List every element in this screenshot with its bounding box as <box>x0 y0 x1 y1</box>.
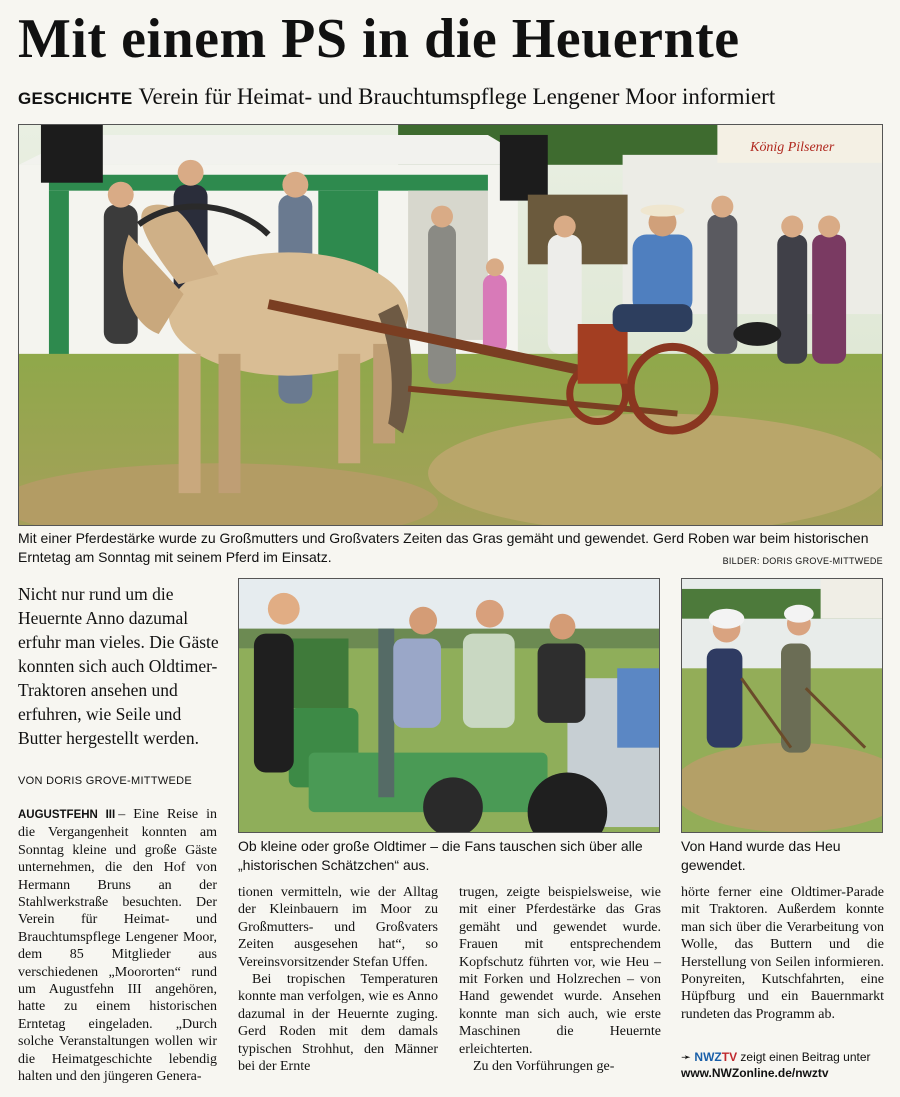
section-kicker: GESCHICHTE <box>18 89 133 108</box>
article-column-1 <box>18 806 217 1086</box>
tv-promo <box>681 1049 884 1081</box>
hay-raking-photo <box>681 578 883 833</box>
tractor-illustration <box>239 579 659 832</box>
column-4-text: hörte ferner eine Oldtimer-Parade mit Traktoren. Außerdem konnte man sich über die Verarbeitung von Wolle, das Buttern und die Herstellung von Seilen informieren. Ponyreiten, Kutschfahrten, eine Hüpfburg und ein Bauernmarkt rundeten das Programm ab. <box>681 885 884 1022</box>
subheadline <box>18 82 888 115</box>
dateline: AUGUSTFEHN III <box>18 809 116 821</box>
main-photo-caption: Mit einer Pferdestärke wurde zu Großmutters und Großvaters Zeiten das Gras gemäht und gewendet. Gerd Roben war beim historischen Erntetag am Sonntag mit seinem Pferd im Einsatz. <box>18 530 869 565</box>
column-1-text: – Eine Reise in die Vergangenheit konnten am Sonntag kleine und große Gäste unternehmen, die den Hof von Hermann Bruns an der Stahlwerkstraße besuchten. Der Verein für Heimat- und Brauchtumspflege Lengener Moor, dem 85 Mitglieder aus verschiedenen „Moororten“ rund um Augustfehn III angehören, hatte zu einem historischen Erntetag eingeladen. „Durch solche Veranstaltungen wollen wir die Heimatgeschichte lebendig halten und den jüngeren Genera- <box>18 807 218 1085</box>
deck: Verein für Heimat- und Brauchtumspflege Lengener Moor informiert <box>138 84 776 109</box>
article-column-3 <box>459 884 661 1075</box>
promo-url-link[interactable]: www.NWZonline.de/nwztv <box>681 1066 829 1080</box>
hay-raking-photo-caption: Von Hand wurde das Heu gewendet. <box>681 838 841 873</box>
tractor-photo-caption: Ob kleine oder große Oldtimer – die Fans tauschen sich über alle „historischen Schätzchen“ aus. <box>238 838 643 873</box>
hay-raking-illustration <box>682 579 882 832</box>
column-3-paragraph-1: trugen, zeigte beispielsweise, wie mit einer Pferdestärke das Gras gemäht und gewendet wurde. Frauen mit entsprechendem Kopfschutz führten vor, wie Heu – mit Forken und Holzrechen – von Hand gewendet wurde. Ansehen konnte man sich auch, wie erste Maschinen die Heuernte erleichterten. <box>459 885 661 1057</box>
column-3-paragraph-2: Zu den Vorführungen ge- <box>473 1059 615 1075</box>
arrow-icon: ➛ <box>681 1050 692 1064</box>
booth-sign-text: König Pilsener <box>750 139 835 155</box>
main-photo <box>18 124 883 526</box>
article-column-4 <box>681 884 884 1023</box>
photo-credit: BILDER: DORIS GROVE-MITTWEDE <box>722 556 883 566</box>
column-2-paragraph-2: Bei tropischen Temperaturen konnte man verfolgen, wie es Anno dazumal in der Heuernte zuging. Gerd Roden mit dem damals typischen Strohhut, den Männer bei der Ernte <box>238 972 438 1075</box>
tv-logo: TV <box>721 1050 738 1064</box>
horse-mower-illustration <box>19 125 882 525</box>
promo-text: zeigt einen Beitrag unter <box>740 1050 871 1064</box>
byline: VON DORIS GROVE-MITTWEDE <box>18 775 193 787</box>
column-2-paragraph-1: tionen vermitteln, wie der Alltag der Kleinbauern im Moor zu Großmutters- und Großvaters Zeiten ausgesehen hat“, so Vereinsvorsitzender Stefan Uffen. <box>238 885 438 970</box>
headline: Mit einem PS in die Heuernte <box>18 8 740 70</box>
nwz-logo: NWZ <box>694 1050 722 1064</box>
article-intro: Nicht nur rund um die Heuernte Anno dazumal erfuhr man vieles. Die Gäste konnten sich auch Oldtimer-Traktoren ansehen und erfuhren, wie Seile und Butter hergestellt werden. <box>18 584 219 748</box>
tractor-photo <box>238 578 660 833</box>
article-column-2 <box>238 884 438 1075</box>
